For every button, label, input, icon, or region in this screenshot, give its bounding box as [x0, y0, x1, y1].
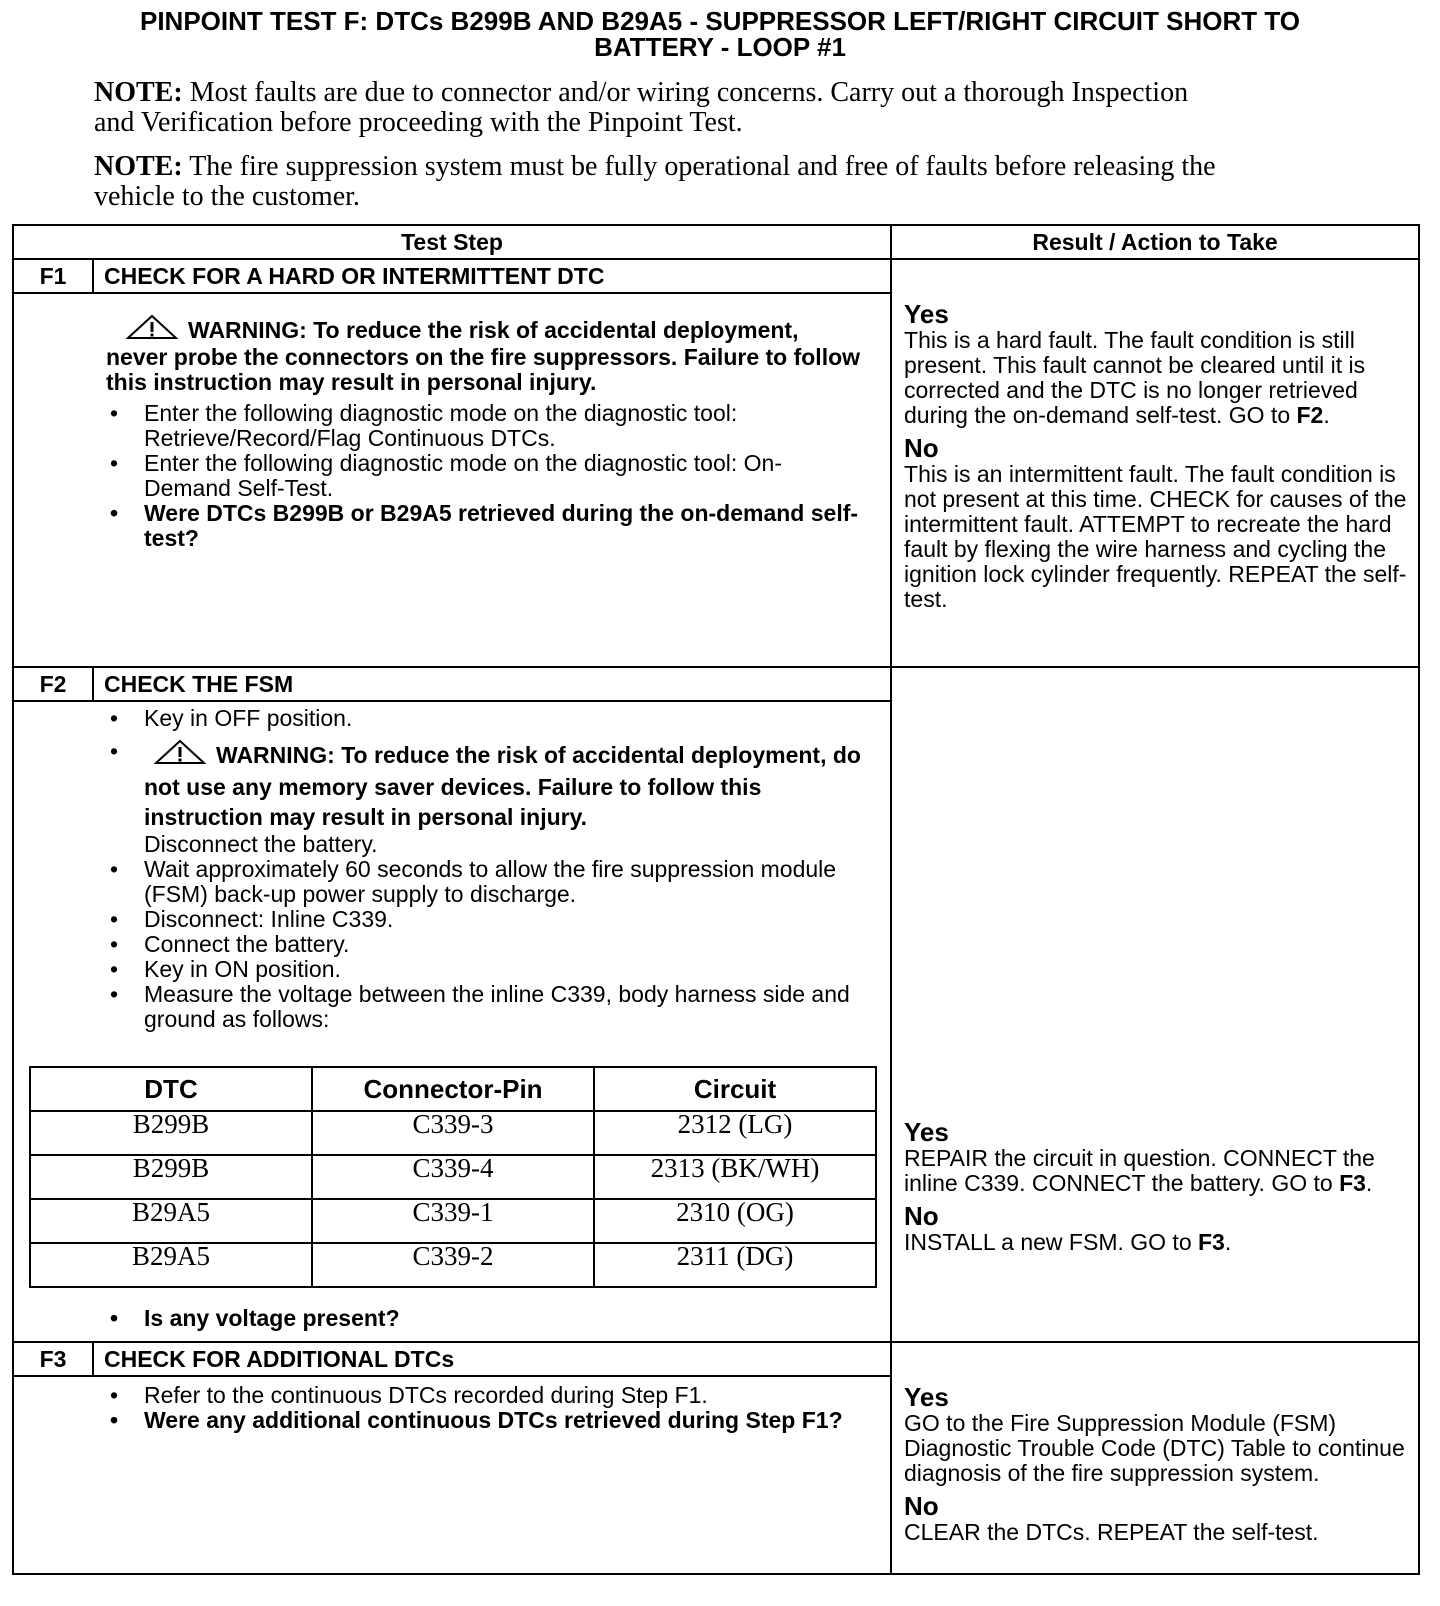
bullet-text: Refer to the continuous DTCs recorded during Step F1.: [144, 1382, 708, 1408]
step-body: [13, 701, 891, 1342]
no-text: CLEAR the DTCs. REPEAT the self-test.: [904, 1519, 1319, 1545]
no-text: INSTALL a new FSM. GO to F3.: [904, 1229, 1232, 1255]
list-item: [14, 857, 866, 907]
pinpoint-test-table: [12, 224, 1420, 1575]
warning: [144, 739, 866, 832]
goto-step-link: F3: [1198, 1229, 1225, 1255]
bullet-text: Measure the voltage between the inline C339, body harness side and ground as follows:: [144, 981, 850, 1032]
list-item: [14, 1408, 866, 1433]
list-item: [14, 982, 866, 1032]
goto-step-link: F2: [1296, 402, 1324, 428]
step-title: CHECK FOR ADDITIONAL DTCs: [93, 1342, 891, 1376]
bullet-list: [14, 401, 866, 551]
list-item: [14, 706, 866, 731]
table-cell: B299B: [30, 1155, 312, 1199]
col-header-dtc: DTC: [30, 1067, 312, 1111]
note-2: [94, 152, 1224, 212]
bullet-text: Wait approximately 60 seconds to allow the fire suppression module (FSM) back-up power supply to discharge.: [144, 856, 837, 907]
header-test-step: Test Step: [13, 225, 891, 259]
step-result: [891, 259, 1419, 667]
bullet-dot: •: [110, 931, 119, 957]
step-title: CHECK FOR A HARD OR INTERMITTENT DTC: [93, 259, 891, 293]
step-id: F1: [13, 259, 93, 293]
list-item: [14, 957, 866, 982]
note-text: Most faults are due to connector and/or wiring concerns. Carry out a thorough Inspection and Verification before proceeding with the Pinpoint Test.: [94, 77, 1189, 138]
bullet-text: Connect the battery.: [144, 931, 350, 957]
bullet-text: Is any voltage present?: [144, 1305, 400, 1331]
no-label: No: [904, 1491, 939, 1521]
step-body: [13, 1376, 891, 1574]
bullet-dot: •: [110, 400, 119, 426]
table-cell: C339-1: [312, 1199, 594, 1243]
yes-text-body: REPAIR the circuit in question. CONNECT the inline C339. CONNECT the battery. GO to: [904, 1145, 1375, 1196]
note-label: NOTE:: [94, 77, 183, 108]
bullet-dot: •: [110, 450, 119, 476]
no-label: No: [904, 433, 939, 463]
bullet-dot: •: [110, 705, 119, 731]
table-cell: 2312 (LG): [594, 1111, 876, 1155]
step-result: [891, 1342, 1419, 1574]
yes-text: This is a hard fault. The fault condition is still present. This fault cannot be cleared until it is corrected and the DTC is no longer retrieved during the on-demand self-test. GO to F2.: [904, 327, 1366, 428]
table-row: [30, 1199, 876, 1243]
list-item: [14, 451, 866, 501]
bullet-dot: •: [110, 738, 119, 764]
voltage-table: [29, 1066, 877, 1288]
warning: [14, 314, 866, 395]
table-cell: B299B: [30, 1111, 312, 1155]
list-item: [14, 1383, 866, 1408]
step-result: [891, 667, 1419, 1342]
step-id: F3: [13, 1342, 93, 1376]
bullet-dot: •: [110, 500, 119, 526]
yes-text-body: This is a hard fault. The fault condition is still present. This fault cannot be cleared until it is corrected and the DTC is no longer retrieved during the on-demand self-test. GO to: [904, 327, 1366, 428]
title-line-2: BATTERY - LOOP #1: [594, 32, 846, 62]
bullet-text: Disconnect: Inline C339.: [144, 906, 394, 932]
list-item: [14, 907, 866, 932]
list-item: [14, 401, 866, 451]
table-cell: B29A5: [30, 1243, 312, 1287]
warning-triangle-icon: [126, 314, 178, 345]
bullet-dot: •: [110, 1305, 119, 1331]
bullet-text: Enter the following diagnostic mode on the diagnostic tool: Retrieve/Record/Flag Continuous DTCs.: [144, 400, 738, 451]
yes-label: Yes: [904, 1382, 949, 1412]
col-header-connector-pin: Connector-Pin: [312, 1067, 594, 1111]
step-id: F2: [13, 667, 93, 701]
bullet-list: [14, 1306, 866, 1331]
list-item: [14, 739, 866, 857]
table-cell: C339-4: [312, 1155, 594, 1199]
note-1: [94, 78, 1224, 138]
bullet-dot: •: [110, 1407, 119, 1433]
bullet-dot: •: [110, 1382, 119, 1408]
bullet-list: [14, 1383, 866, 1433]
bullet-dot: •: [110, 906, 119, 932]
step-title: CHECK THE FSM: [93, 667, 891, 701]
bullet-text: Were DTCs B299B or B29A5 retrieved during the on-demand self-test?: [144, 500, 859, 551]
table-cell: C339-3: [312, 1111, 594, 1155]
note-label: NOTE:: [94, 151, 183, 182]
no-text: This is an intermittent fault. The fault condition is not present at this time. CHECK for causes of the intermittent fault. ATTEMPT to recreate the hard fault by flexing the wire harness and cycling the ignition lock cylinder frequently. REPEAT the self-test.: [904, 461, 1407, 612]
warning-text: WARNING: To reduce the risk of accidental deployment, do not use any memory saver devices. Failure to follow this instruction may result in personal injury.: [144, 742, 861, 830]
bullet-list: [14, 706, 866, 1032]
yes-label: Yes: [904, 299, 949, 329]
warning-after: Disconnect the battery.: [144, 831, 378, 857]
step-body: [13, 293, 891, 667]
page-title: [0, 8, 1440, 60]
table-cell: B29A5: [30, 1199, 312, 1243]
warning-text: WARNING: To reduce the risk of accidental deployment, never probe the connectors on the fire suppressors. Failure to follow this instruction may result in personal injury.: [106, 317, 861, 395]
bullet-text: Key in OFF position.: [144, 705, 353, 731]
list-item: [14, 932, 866, 957]
table-cell: C339-2: [312, 1243, 594, 1287]
yes-text: GO to the Fire Suppression Module (FSM) Diagnostic Trouble Code (DTC) Table to continue diagnosis of the fire suppression system.: [904, 1410, 1405, 1486]
table-cell: 2311 (DG): [594, 1243, 876, 1287]
list-item: [14, 1306, 866, 1331]
bullet-text: Key in ON position.: [144, 956, 341, 982]
bullet-dot: •: [110, 856, 119, 882]
col-header-circuit: Circuit: [594, 1067, 876, 1111]
bullet-dot: •: [110, 981, 119, 1007]
table-row: [30, 1111, 876, 1155]
list-item: [14, 501, 866, 551]
header-result: Result / Action to Take: [891, 225, 1419, 259]
yes-label: Yes: [904, 1117, 949, 1147]
note-text: The fire suppression system must be fully operational and free of faults before releasing the vehicle to the customer.: [94, 151, 1216, 212]
bullet-dot: •: [110, 956, 119, 982]
bullet-text: Were any additional continuous DTCs retrieved during Step F1?: [144, 1407, 843, 1433]
table-cell: 2313 (BK/WH): [594, 1155, 876, 1199]
table-row: [30, 1155, 876, 1199]
goto-step-link: F3: [1339, 1170, 1366, 1196]
title-line-1: PINPOINT TEST F: DTCs B299B AND B29A5 - SUPPRESSOR LEFT/RIGHT CIRCUIT SHORT TO: [139, 6, 1300, 36]
warning-triangle-icon: [154, 739, 206, 772]
table-row: [30, 1243, 876, 1287]
bullet-text: Enter the following diagnostic mode on the diagnostic tool: On-Demand Self-Test.: [144, 450, 782, 501]
yes-text: REPAIR the circuit in question. CONNECT the inline C339. CONNECT the battery. GO to F3.: [904, 1145, 1375, 1196]
no-label: No: [904, 1201, 939, 1231]
no-text-body: INSTALL a new FSM. GO to: [904, 1229, 1192, 1255]
table-cell: 2310 (OG): [594, 1199, 876, 1243]
